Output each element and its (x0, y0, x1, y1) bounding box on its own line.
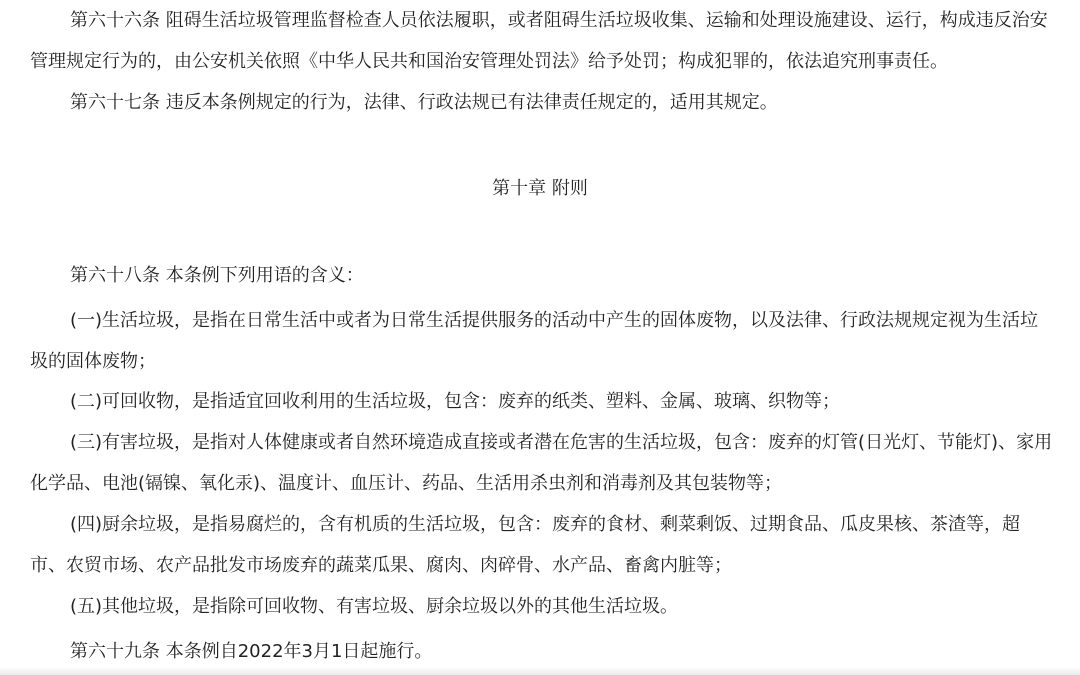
definition-item-2: (二)可回收物，是指适宜回收利用的生活垃圾，包含：废弃的纸类、塑料、金属、玻璃、织物等； (70, 391, 841, 412)
article-68: 第六十八条 本条例下列用语的含义： (70, 265, 364, 286)
article-69: 第六十九条 本条例自2022年3月1日起施行。 (70, 641, 433, 662)
definition-item-5: (五)其他垃圾，是指除可回收物、有害垃圾、厨余垃圾以外的其他生活垃圾。 (70, 596, 679, 617)
definition-item-1: (一)生活垃圾，是指在日常生活中或者为日常生活提供服务的活动中产生的固体废物，以及法律、行政法规规定视为生活垃圾的固体废物； (30, 310, 1039, 372)
definition-item-4: (四)厨余垃圾，是指易腐烂的，含有机质的生活垃圾，包含：废弃的食材、剩菜剩饭、过期食品、瓜皮果核、茶渣等，超市、农贸市场、农产品批发市场废弃的蔬菜瓜果、腐肉、肉碎骨、水产品、畜禽内脏等； (30, 514, 1021, 576)
bottom-edge-shadow (0, 667, 1080, 675)
definition-item-3: (三)有害垃圾，是指对人体健康或者自然环境造成直接或者潜在危害的生活垃圾，包含：废弃的灯管(日光灯、节能灯)、家用化学品、电池(镉镍、氧化汞)、温度计、血压计、药品、生活用杀虫剂和消毒剂及其包装物等； (30, 432, 1053, 494)
article-67: 第六十七条 违反本条例规定的行为，法律、行政法规已有法律责任规定的，适用其规定。 (70, 92, 778, 113)
chapter-title: 第十章 附则 (492, 178, 588, 199)
article-66: 第六十六条 阻碍生活垃圾管理监督检查人员依法履职，或者阻碍生活垃圾收集、运输和处理设施建设、运行，构成违反治安管理规定行为的，由公安机关依照《中华人民共和国治安管理处罚法》给予处罚；构成犯罪的，依法追究刑事责任。 (30, 10, 1048, 72)
